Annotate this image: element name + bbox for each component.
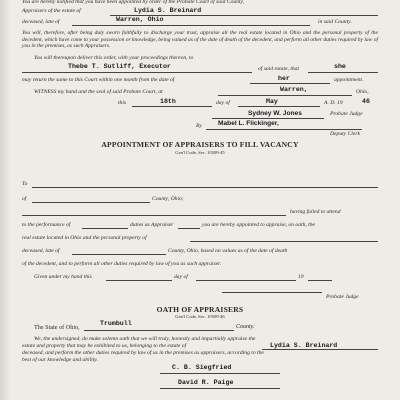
duties-blank-line xyxy=(178,228,200,229)
of-county-line xyxy=(32,202,150,203)
given-line: Given under my hand this xyxy=(34,274,92,280)
state-label: The State of Ohio, xyxy=(34,324,80,331)
duty-paragraph: You will, therefore, after being duly sworn faithfully to discharge your trust, appraise all the real estate located in Ohio and the personal property of the decedent, which have come to your possession or knowledge, being valued as of the date of death of the decedent, and perform all other duties required by law of you in the premises, as such Appraisers. xyxy=(22,30,378,50)
oath-title: OATH OF APPRAISERS xyxy=(156,305,244,314)
given-year-label: 19 xyxy=(298,274,304,280)
witness-city: Warren, xyxy=(280,86,308,93)
oath-decedent-name: Lydia S. Breinard xyxy=(270,342,338,349)
pronoun-blank-line xyxy=(82,228,128,229)
deputy-clerk-label: Deputy Clerk xyxy=(330,131,360,137)
oath-code-ref: Gen'l Code, Sec. 10509-46 xyxy=(175,314,225,319)
appraisers-label: Appraisers of the estate of xyxy=(22,8,81,14)
given-day-line xyxy=(106,280,172,281)
month-line xyxy=(238,106,320,107)
in-county-label: in said County. xyxy=(318,19,352,25)
probate-judge-label: Probate Judge xyxy=(330,111,363,117)
appraiser-2-line xyxy=(160,388,280,389)
vacancy-probate-judge-label: Probate Judge xyxy=(326,294,359,300)
her-line xyxy=(250,83,330,84)
to-line xyxy=(32,187,378,188)
oath-county-value: Trumbull xyxy=(100,320,132,327)
pronoun-line xyxy=(308,72,378,73)
to-label: To xyxy=(22,181,28,187)
appraiser-2-name: David R. Paige xyxy=(178,379,234,386)
vacancy-title: APPOINTMENT OF APPRAISERS TO FILL VACANCY xyxy=(101,140,299,149)
given-year-line xyxy=(308,280,332,281)
judge-signature-line xyxy=(212,118,324,119)
failed-label: having failed to attend xyxy=(290,209,341,215)
perform-line: to the performance of xyxy=(22,222,71,228)
vacancy-deceased-line: deceased, late of xyxy=(22,248,60,254)
return-line: may return the same to this Court within one month from the date of xyxy=(22,77,175,83)
this-label: this xyxy=(118,100,127,106)
appointment-label: appointment. xyxy=(334,77,364,83)
day-value: 18th xyxy=(160,98,176,105)
day-line xyxy=(132,106,212,107)
of-estate-label: of said estate, that xyxy=(258,66,300,72)
real-estate-line: real estate located in Ohio and the personal property of xyxy=(22,235,147,241)
executor-line xyxy=(22,72,252,73)
of-label: of xyxy=(22,196,27,202)
oath-line-3: deceased, and perform the other duties required by law of us in the premises as appraisers, according to the xyxy=(22,350,264,356)
deceased-city-line xyxy=(72,25,310,26)
oath-line-4: best of our knowledge and ability. xyxy=(22,357,98,363)
county-valued-text: County, Ohio, based on values as of the date of death xyxy=(168,248,288,254)
oath-county-label: County. xyxy=(236,324,255,330)
witness-line: WITNESS my hand and the seal of said Probate Court, at xyxy=(34,89,163,95)
by-label: By xyxy=(196,123,202,129)
day-of-label: day of xyxy=(216,100,230,106)
pronoun-she: she xyxy=(334,63,346,70)
deliver-line: You will thereupon deliver this order, with your proceedings thereon, to xyxy=(34,55,194,61)
deceased-label: deceased, late of xyxy=(22,19,60,25)
duties-label: duties as Appraiser xyxy=(130,222,174,228)
clerk-signature-line xyxy=(206,129,362,130)
oath-decedent-line xyxy=(262,349,378,350)
oath-line-2: estate and property that may be exhibited to us, belonging to the estate of xyxy=(22,343,187,349)
pronoun-her: her xyxy=(278,75,290,82)
month-value: May xyxy=(266,98,278,105)
notice-intro-line: You are hereby notified that you have been appointed by order of the Probate Court of said County, xyxy=(22,0,245,5)
decedent-city: Warren, Ohio xyxy=(116,16,164,23)
failed-name-line xyxy=(22,215,286,216)
appraiser-1-line xyxy=(160,373,280,374)
vacancy-deceased-blank xyxy=(72,254,166,255)
judge-name: Sydney W. Jones xyxy=(248,110,302,117)
ad-label: A. D. 19 xyxy=(324,100,343,106)
vacancy-code-ref: Gen'l Code, Sec. 10509-45 xyxy=(175,150,225,155)
oath-county-line xyxy=(84,330,234,331)
county-ohio-label: County, Ohio; xyxy=(152,196,184,202)
vacancy-judge-line xyxy=(222,292,322,293)
executor-name: Thebe T. Sutliff, Executor xyxy=(68,63,171,70)
given-month-line xyxy=(196,280,296,281)
appointed-text: you are hereby appointed to appraise, on oath, the xyxy=(202,222,315,228)
decedent-name: Lydia S. Breinard xyxy=(134,7,202,14)
oath-line-1: We, the undersigned, do make solemn oath that we will truly, honestly and impartially appraise the xyxy=(34,336,256,342)
clerk-name: Mabel L. Flickinger, xyxy=(218,120,279,127)
page-shadow-edge xyxy=(0,0,10,400)
estate-of-line xyxy=(190,241,378,242)
vacancy-duties-line: of the decedent, and to perform all other duties required by law of you as such appraiser. xyxy=(22,261,222,267)
ohio-label: Ohio, xyxy=(356,89,369,95)
appraiser-1-name: C. B. Siegfried xyxy=(172,364,232,371)
given-day-of-label: day of xyxy=(174,274,188,280)
year-value: 46 xyxy=(362,98,370,105)
witness-city-line xyxy=(218,95,352,96)
